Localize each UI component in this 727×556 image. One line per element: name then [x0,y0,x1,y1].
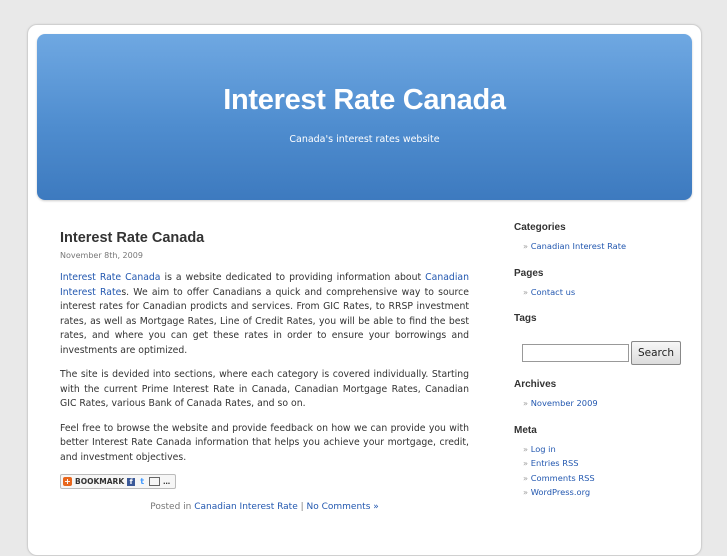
link-canadian-interest-rate[interactable]: Canadian Interest Rate [60,272,469,298]
twitter-icon: t [140,476,145,486]
widget-pages [514,268,694,300]
posted-in-label: Posted in [150,502,195,512]
archive-link[interactable]: November 2009 [530,398,598,408]
site-description: Canada's interest rates website [289,134,440,145]
site-header [37,34,692,200]
post-date: November 8th, 2009 [60,251,143,260]
post-title[interactable]: Interest Rate Canada [60,230,205,246]
post [60,230,469,512]
widget-title: Tags [514,313,537,324]
search-button[interactable]: Search [631,341,681,365]
widget-title: Categories [514,222,566,233]
post-paragraph-3: Feel free to browse the website and provide feedback on how we can provide you with better Interest Rate Canada information that helps you achieve your mortgage, credit, and investment objectives. [60,422,469,463]
post-paragraph-2: The site is devided into sections, where each category is covered individually. Starting with the current Prime Interest Rate in Canada, Canadian Mortgage Rates, Canadian GIC Rates, various Bank of Canada Rates, and so on. [60,369,469,409]
widget-title: Pages [514,267,544,279]
post-text: is a website dedicated to providing information about [160,272,426,283]
meta-link-wordpress[interactable]: WordPress.org [530,487,591,497]
search-input[interactable] [522,344,629,362]
plus-icon: + [64,477,71,486]
meta-link-login[interactable]: Log in [530,443,556,454]
widget-title: Meta [514,424,537,436]
site-title[interactable]: Interest Rate Canada [223,84,506,116]
widget-tags [514,313,694,324]
link-interest-rate-canada[interactable]: Interest Rate Canada [60,272,161,283]
widget-archives [514,379,694,411]
comments-link[interactable]: No Comments » [306,502,379,512]
facebook-icon: f [127,478,135,486]
widget-title: Archives [514,379,557,390]
email-icon [149,477,160,486]
search-form [514,341,694,365]
page-container [27,24,702,556]
meta-link-comments-rss[interactable]: Comments RSS [530,472,595,483]
page-link-contact[interactable]: Contact us [530,286,576,297]
category-link[interactable]: Canadian Interest Rate [530,241,627,251]
widget-categories [514,222,694,254]
post-text: s. We aim to offer Canadians a quick and comprehensive way to source interest rates for Canadian prodicts and services. From GIC Rates, to RRSP investment rates, as well as Mortgage Rates, Line of Credit Rates, you will be able to find the best rates, and where you can get these rates in order to ensure your borrowings and investments are optimized. [60,286,469,356]
bookmark-more: … [163,477,171,486]
bookmark-label: BOOKMARK [75,477,125,486]
post-category-link[interactable]: Canadian Interest Rate [194,502,298,512]
sidebar [514,222,694,500]
post-meta [60,502,469,512]
meta-separator: | [297,502,307,512]
meta-link-entries-rss[interactable]: Entries RSS [530,458,579,468]
widget-meta [514,425,694,500]
bookmark-button[interactable] [60,474,176,489]
post-paragraph-1 [60,271,469,358]
